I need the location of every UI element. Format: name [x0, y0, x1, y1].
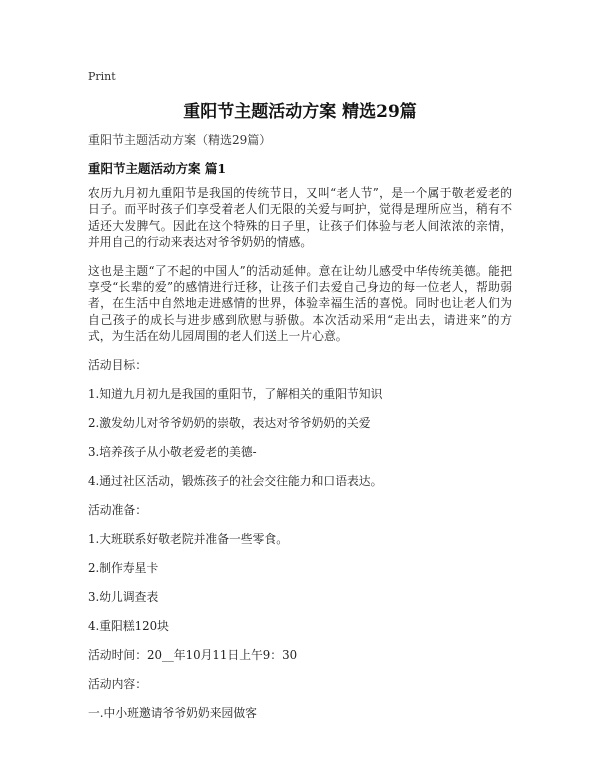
- goal-item-3: 3.培养孩子从小敬老爱老的美德-: [88, 444, 257, 459]
- preparation-item-4: 4.重阳糕120块: [88, 618, 169, 633]
- content-item-1: 一.中小班邀请爷爷奶奶来园做客: [88, 705, 257, 720]
- goal-item-2: 2.激发幼儿对爷爷奶奶的崇敬，表达对爷爷奶奶的关爱: [88, 415, 371, 430]
- preparation-item-1: 1.大班联系好敬老院并准备一些零食。: [88, 531, 289, 546]
- content-heading: 活动内容：: [88, 676, 147, 691]
- document-title: 重阳节主题活动方案 精选29篇: [183, 102, 417, 122]
- document-body: [88, 132, 512, 734]
- document-subtitle: 重阳节主题活动方案（精选29篇）: [88, 133, 272, 147]
- goal-item-1: 1.知道九月初九是我国的重阳节，了解相关的重阳节知识: [88, 386, 383, 401]
- goals-heading: 活动目标：: [88, 357, 147, 372]
- activity-time: 活动时间：20__年10月11日上午9：30: [88, 647, 298, 662]
- print-link[interactable]: Print: [88, 70, 116, 83]
- section-heading: 重阳节主题活动方案 篇1: [88, 161, 227, 176]
- preparation-heading: 活动准备：: [88, 502, 147, 517]
- goal-item-4: 4.通过社区活动，锻炼孩子的社会交往能力和口语表达。: [88, 473, 383, 488]
- preparation-item-3: 3.幼儿调查表: [88, 589, 159, 604]
- preparation-item-2: 2.制作寿星卡: [88, 560, 159, 575]
- paragraph-extension: 这也是主题“了不起的中国人”的活动延伸。意在让幼儿感受中华传统美德。能把享受“长辈的爱”的感情进行迁移，让孩子们去爱自己身边的每一位老人，帮助弱者，在生活中自然地走进感情的世界，体验幸福生活的喜悦。同时也让老人们为自己孩子的成长与进步感到欣慰与骄傲。本次活动采用“走出去，请进来”的方式，为生活在幼儿园周围的老人们送上一片心意。: [88, 263, 512, 344]
- paragraph-intro: 农历九月初九重阳节是我国的传统节日，又叫“老人节”，是一个属于敬老爱老的日子。而平时孩子们享受着老人们无限的关爱与呵护，觉得是理所应当，稍有不适还大发脾气。因此在这个特殊的日子里，让孩子们体验与老人间浓浓的亲情，并用自己的行动来表达对爷爷奶奶的情感。: [88, 186, 512, 250]
